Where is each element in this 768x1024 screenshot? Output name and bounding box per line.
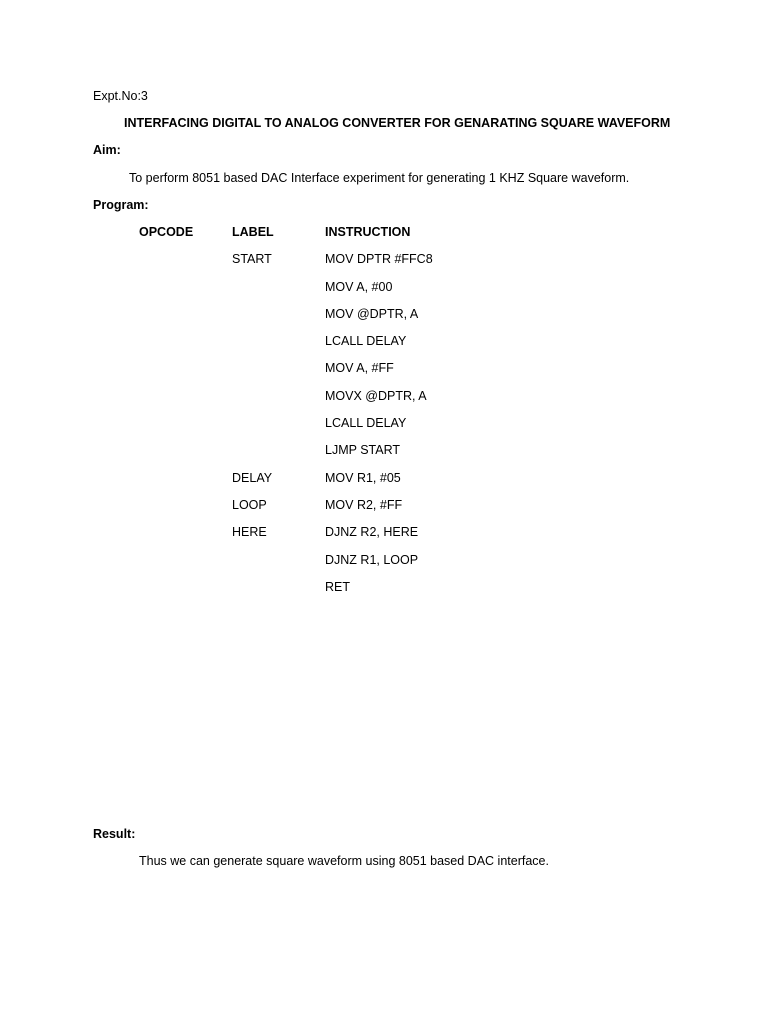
row-label: DELAY — [232, 470, 273, 485]
result-heading: Result: — [93, 827, 136, 841]
row-label: START — [232, 252, 272, 267]
row-instruction: MOV @DPTR, A — [325, 306, 419, 321]
instruction-column-header: INSTRUCTION — [325, 225, 411, 239]
program-row — [139, 442, 559, 469]
program-header-row — [139, 224, 559, 251]
program-row — [139, 524, 559, 551]
program-table — [139, 224, 559, 606]
row-instruction: LCALL DELAY — [325, 416, 407, 431]
row-instruction: MOV R1, #05 — [325, 470, 401, 485]
program-row — [139, 360, 559, 387]
program-row — [139, 579, 559, 606]
program-heading: Program: — [93, 198, 149, 212]
program-row — [139, 251, 559, 278]
row-label: LOOP — [232, 497, 267, 512]
program-row — [139, 497, 559, 524]
row-instruction: MOV A, #00 — [325, 279, 393, 294]
row-instruction: DJNZ R1, LOOP — [325, 552, 419, 567]
row-instruction: RET — [325, 579, 350, 594]
program-row — [139, 470, 559, 497]
row-instruction: MOVX @DPTR, A — [325, 388, 427, 403]
aim-text: To perform 8051 based DAC Interface experiment for generating 1 KHZ Square waveform. — [129, 171, 630, 185]
row-instruction: DJNZ R2, HERE — [325, 525, 419, 540]
row-instruction: MOV A, #FF — [325, 361, 394, 376]
row-instruction: LJMP START — [325, 443, 401, 458]
opcode-column-header: OPCODE — [139, 225, 194, 239]
document-title: INTERFACING DIGITAL TO ANALOG CONVERTER FOR GENARATING SQUARE WAVEFORM — [124, 116, 671, 130]
row-instruction: LCALL DELAY — [325, 334, 407, 349]
program-row — [139, 415, 559, 442]
label-column-header: LABEL — [232, 225, 274, 239]
program-row — [139, 279, 559, 306]
row-instruction: MOV DPTR #FFC8 — [325, 252, 433, 267]
result-text: Thus we can generate square waveform using 8051 based DAC interface. — [139, 854, 549, 868]
program-row — [139, 388, 559, 415]
row-label: HERE — [232, 525, 267, 540]
program-row — [139, 552, 559, 579]
program-row — [139, 333, 559, 360]
row-instruction: MOV R2, #FF — [325, 497, 403, 512]
experiment-number: Expt.No:3 — [93, 89, 148, 103]
aim-heading: Aim: — [93, 143, 121, 157]
program-row — [139, 306, 559, 333]
